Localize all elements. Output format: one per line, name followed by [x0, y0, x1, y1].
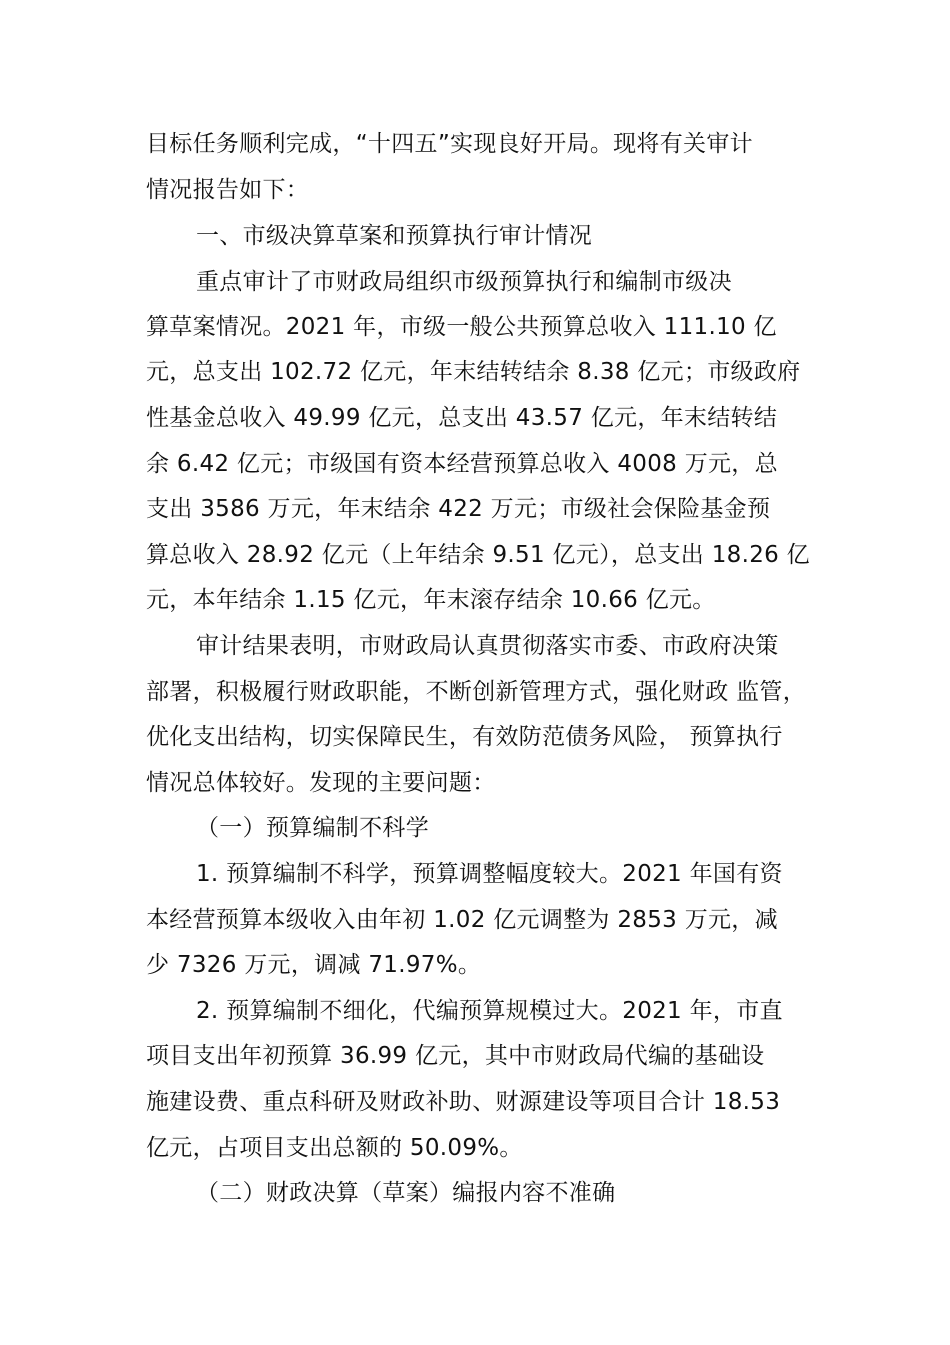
- text-line: 优化支出结构，切实保障民生，有效防范债务风险， 预算执行: [146, 724, 783, 750]
- text-line: 元，本年结余 1.15 亿元，年末滚存结余 10.66 亿元。: [146, 587, 716, 613]
- text-line: 元，总支出 102.72 亿元，年末结转结余 8.38 亿元；市级政府: [146, 359, 801, 385]
- text-line: 部署，积极履行财政职能，不断创新管理方式，强化财政 监管，: [146, 679, 807, 705]
- text-line: 余 6.42 亿元；市级国有资本经营预算总收入 4008 万元，总: [146, 451, 778, 477]
- text-line: 少 7326 万元，调减 71.97%。: [146, 952, 482, 978]
- text-line: 亿元，占项目支出总额的 50.09%。: [146, 1135, 523, 1161]
- text-line: 审计结果表明，市财政局认真贯彻落实市委、市政府决策: [196, 633, 779, 659]
- text-line: 本经营预算本级收入由年初 1.02 亿元调整为 2853 万元，减: [146, 907, 778, 933]
- text-line: 支出 3586 万元，年末结余 422 万元；市级社会保险基金预: [146, 496, 771, 522]
- text-line: 项目支出年初预算 36.99 亿元，其中市财政局代编的基础设: [146, 1043, 765, 1069]
- text-line: 1. 预算编制不科学，预算调整幅度较大。2021 年国有资: [196, 861, 783, 887]
- text-line: 算总收入 28.92 亿元（上年结余 9.51 亿元），总支出 18.26 亿: [146, 542, 810, 568]
- text-line: 目标任务顺利完成，“十四五”实现良好开局。现将有关审计: [146, 131, 753, 157]
- text-line: 性基金总收入 49.99 亿元，总支出 43.57 亿元，年末结转结: [146, 405, 778, 431]
- subsection-heading: （二）财政决算（草案）编报内容不准确: [196, 1180, 616, 1206]
- text-line: 情况总体较好。发现的主要问题：: [146, 770, 496, 796]
- subsection-heading: （一）预算编制不科学: [196, 815, 429, 841]
- section-heading: 一、市级决算草案和预算执行审计情况: [196, 223, 593, 249]
- text-line: 重点审计了市财政局组织市级预算执行和编制市级决: [196, 269, 732, 295]
- text-line: 2. 预算编制不细化，代编预算规模过大。2021 年，市直: [196, 998, 783, 1024]
- text-line: 施建设费、重点科研及财政补助、财源建设等项目合计 18.53: [146, 1089, 781, 1115]
- text-line: 算草案情况。2021 年，市级一般公共预算总收入 111.10 亿: [146, 314, 777, 340]
- text-line: 情况报告如下：: [146, 177, 310, 203]
